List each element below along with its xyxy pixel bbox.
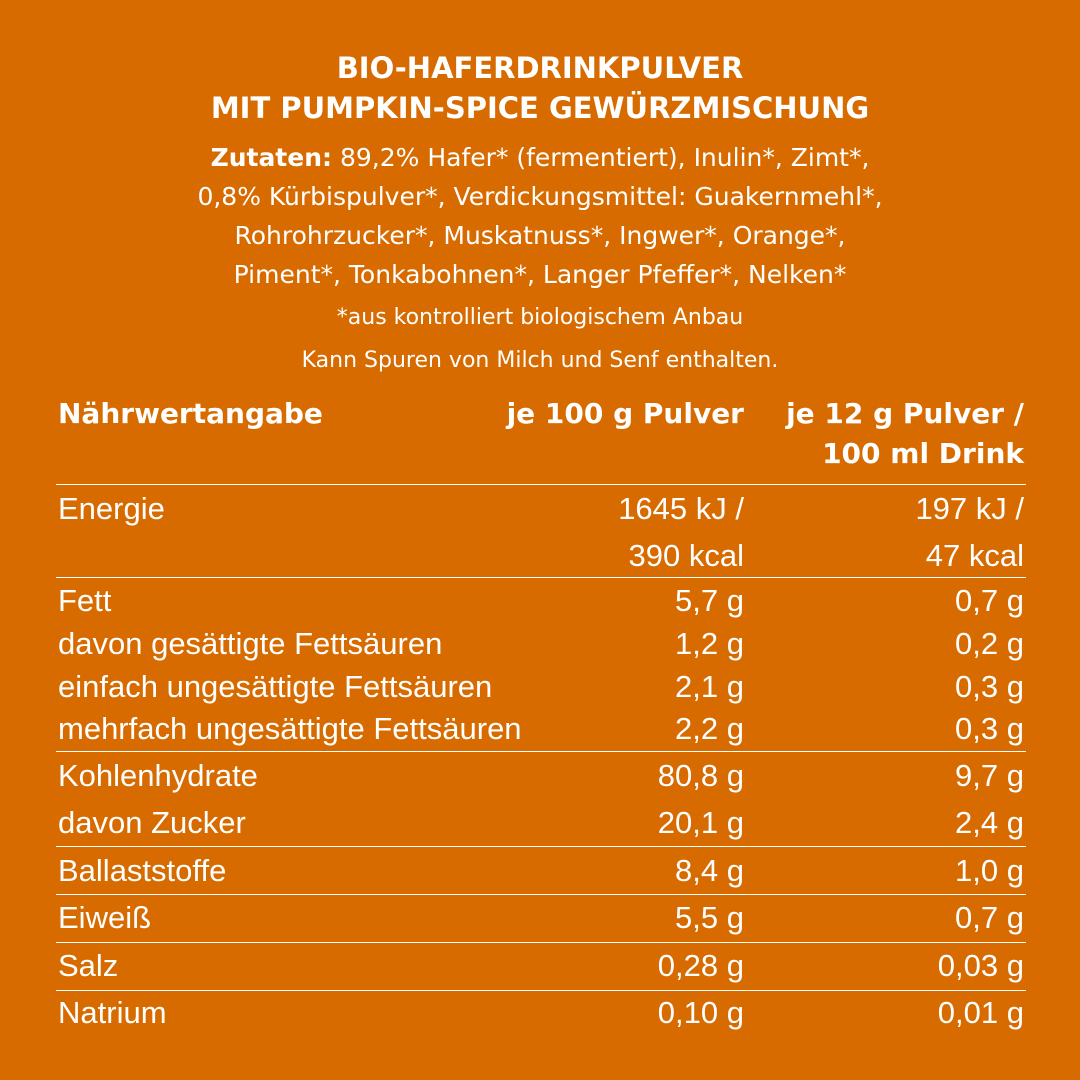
title-line-2: MIT PUMPKIN-SPICE GEWÜRZMISCHUNG [210, 91, 870, 125]
divider-carbs [56, 846, 1026, 847]
allergen-note: Kann Spuren von Milch und Senf enthalten. [301, 348, 779, 373]
row-carbs-label: Kohlenhydrate [58, 758, 258, 793]
header-serving-line-1: je 12 g Pulver / [786, 397, 1024, 430]
table-header-per-100g: je 100 g Pulver [506, 397, 744, 430]
row-energy-kj-100g: 1645 kJ / [618, 491, 744, 526]
row-fat-100g: 5,7 g [675, 583, 744, 618]
ingredients-line-1 [0, 138, 1080, 177]
header-serving-line-2: 100 ml Drink [822, 437, 1024, 470]
row-carbs-serving: 9,7 g [955, 758, 1024, 793]
row-sodium-serving: 0,01 g [937, 995, 1024, 1030]
row-protein-100g: 5,5 g [675, 900, 744, 935]
divider-header [56, 484, 1026, 485]
row-energy-kcal-100g: 390 kcal [628, 538, 744, 573]
row-protein-serving: 0,7 g [955, 900, 1024, 935]
row-mono-label: einfach ungesättigte Fettsäuren [58, 669, 493, 704]
divider-energy [56, 577, 1026, 578]
ingredients-line-4: Piment*, Tonkabohnen*, Langer Pfeffer*, Nelken* [233, 260, 847, 289]
row-poly-serving: 0,3 g [955, 711, 1024, 746]
ingredients-text-1: 89,2% Hafer* (fermentiert), Inulin*, Zimt*, [332, 143, 870, 172]
row-fibre-serving: 1,0 g [955, 853, 1024, 888]
row-energy-label: Energie [58, 491, 165, 526]
ingredients-label: Zutaten: [210, 143, 333, 172]
ingredients-line-2: 0,8% Kürbispulver*, Verdickungsmittel: Guakernmehl*, [197, 182, 883, 211]
divider-fat [56, 751, 1026, 752]
row-saturated-label: davon gesättigte Fettsäuren [58, 626, 443, 661]
ingredients-list [0, 138, 1080, 294]
row-mono-serving: 0,3 g [955, 669, 1024, 704]
row-carbs-100g: 80,8 g [657, 758, 744, 793]
row-energy-kcal-serving: 47 kcal [925, 538, 1024, 573]
row-saturated-100g: 1,2 g [675, 626, 744, 661]
row-saturated-serving: 0,2 g [955, 626, 1024, 661]
row-sugar-label: davon Zucker [58, 805, 246, 840]
row-salt-label: Salz [58, 948, 119, 983]
divider-salt [56, 990, 1026, 991]
row-salt-100g: 0,28 g [657, 948, 744, 983]
row-sugar-serving: 2,4 g [955, 805, 1024, 840]
table-header-label: Nährwertangabe [58, 397, 323, 430]
row-fibre-label: Ballaststoffe [58, 853, 227, 888]
row-mono-100g: 2,1 g [675, 669, 744, 704]
row-energy-kj-serving: 197 kJ / [915, 491, 1024, 526]
row-poly-label: mehrfach ungesättigte Fettsäuren [58, 711, 522, 746]
ingredients-line-3: Rohrohrzucker*, Muskatnuss*, Ingwer*, Orange*, [234, 221, 846, 250]
organic-note: *aus kontrolliert biologischem Anbau [336, 305, 744, 330]
row-fibre-100g: 8,4 g [675, 853, 744, 888]
row-poly-100g: 2,2 g [675, 711, 744, 746]
row-sodium-100g: 0,10 g [657, 995, 744, 1030]
row-salt-serving: 0,03 g [937, 948, 1024, 983]
divider-protein [56, 942, 1026, 943]
title-line-1: BIO-HAFERDRINKPULVER [336, 51, 744, 85]
divider-fibre [56, 894, 1026, 895]
row-fat-serving: 0,7 g [955, 583, 1024, 618]
row-sugar-100g: 20,1 g [657, 805, 744, 840]
product-title [0, 48, 1080, 128]
row-sodium-label: Natrium [58, 995, 167, 1030]
row-protein-label: Eiweiß [58, 900, 152, 935]
row-fat-label: Fett [58, 583, 112, 618]
table-header-per-serving [786, 394, 1024, 474]
